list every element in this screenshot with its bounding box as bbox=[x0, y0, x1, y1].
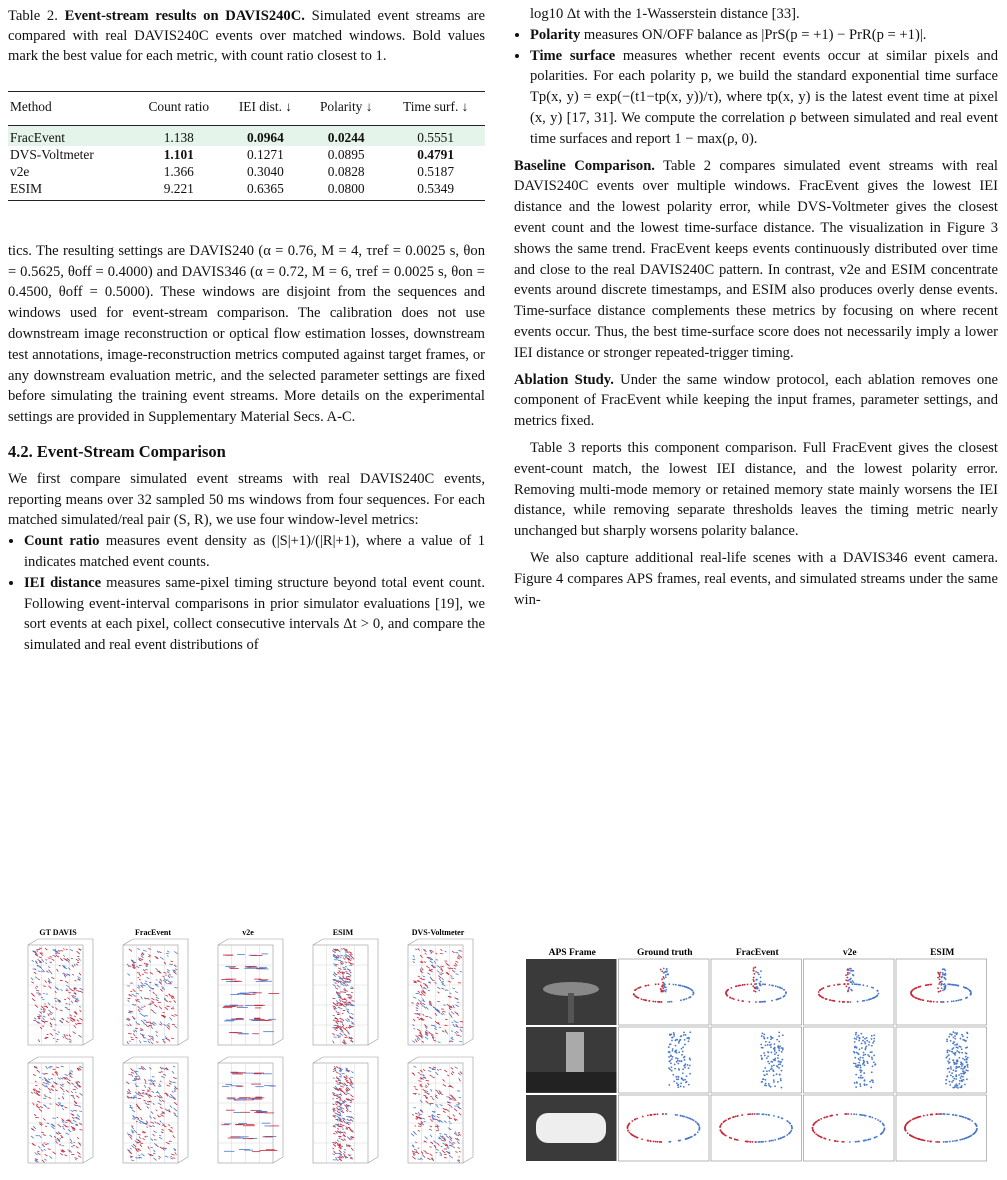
list-item: log10 Δt with the 1-Wasserstein distance [33]. bbox=[530, 6, 800, 22]
paragraph-table3: Table 3 reports this component comparison. Full FracEvent gives the closest event-count match, the lowest IEI distance, and the lowest polarity error. Removing multi-mode memory or retained memory state mainly worsens the IEI distance, while removing separate thresholds leaves the timing metric nearly unchanged but sharply worsens polarity balance. bbox=[514, 439, 998, 540]
figure-column-label: GT DAVIS bbox=[39, 928, 77, 937]
event-panel bbox=[896, 1027, 987, 1093]
metrics-list-cont bbox=[514, 4, 998, 150]
col-timesurf: Time surf. ↓ bbox=[386, 92, 485, 126]
list-item: • Time surface measures whether recent events occur at similar pixels and polarities. For each polarity p, we build the standard exponential time surface Tp(x, y) = exp(−(t1−tp(x, y))/τ), where tp(x, y) is the latest event time at pixel (x, y) [17, 31]. We compute the correlation ρ between simulated and real event time surfaces and report 1 − max(ρ, 0). bbox=[530, 46, 998, 150]
figure-event-cubes bbox=[8, 925, 485, 1175]
event-panel bbox=[711, 959, 802, 1025]
paragraph-ablation: Ablation Study. Under the same window protocol, each ablation removes one component of FracEvent while keeping the input frames, parameter settings, and metrics fixed. bbox=[514, 371, 998, 430]
list-item: • Count ratio measures event density as (|S|+1)/(|R|+1), where a value of 1 indicates matched event counts. bbox=[24, 531, 485, 573]
event-cube bbox=[408, 1057, 473, 1163]
cell-count: 1.101 bbox=[163, 146, 194, 162]
col-polarity: Polarity ↓ bbox=[306, 92, 386, 126]
list-item: • Polarity measures ON/OFF balance as |PrS(p = +1) − PrR(p = +1)|. bbox=[530, 25, 998, 46]
cell-iei: 0.3040 bbox=[246, 163, 284, 179]
col-count: Count ratio bbox=[133, 92, 225, 126]
cell-polarity: 0.0244 bbox=[306, 125, 386, 146]
caption-title: Event-stream results on DAVIS240C. bbox=[64, 8, 305, 24]
event-cube bbox=[123, 1057, 188, 1163]
figure-column-label: Ground truth bbox=[636, 948, 693, 958]
col-method: Method bbox=[8, 92, 133, 126]
table-row bbox=[8, 146, 485, 163]
figure-column-label: FracEvent bbox=[735, 948, 779, 958]
results-table bbox=[8, 91, 485, 201]
cell-timesurf: 0.5187 bbox=[417, 163, 455, 179]
table-row bbox=[8, 163, 485, 180]
paragraph-baseline: Baseline Comparison. Table 2 compares simulated event streams with real DAVIS240C events over multiple windows. FracEvent gives the lowest IEI distance and the lowest polarity error, while DVS-Voltmeter gives the closest event count and the lowest time-surface distance. The visualization in Figure 3 shows the same trend. FracEvent keeps events continuously distributed over time and close to the real DAVIS240C pattern. In contrast, v2e and ESIM concentrate events around discrete timestamps, and ESIM also produces overly dense events. Time-surface distance complements these metrics by focusing on where recent events occur. Thus, the best time-surface score does not necessarily imply a lower IEI distance or stronger repeated-trigger timing. bbox=[514, 157, 998, 361]
figure-column-label: ESIM bbox=[332, 928, 354, 937]
right-column bbox=[514, 0, 998, 610]
event-cube bbox=[313, 939, 378, 1045]
cell-timesurf: 0.4791 bbox=[417, 146, 455, 162]
event-cube bbox=[28, 939, 93, 1045]
metrics-list bbox=[8, 531, 485, 656]
cell-polarity: 0.0895 bbox=[327, 146, 365, 162]
event-panel bbox=[804, 1095, 895, 1161]
col-iei: IEI dist. ↓ bbox=[225, 92, 306, 126]
section-title: 4.2. Event-Stream Comparison bbox=[8, 441, 226, 461]
table-header-row bbox=[8, 92, 485, 126]
figure-aps-grid bbox=[524, 945, 1002, 1175]
event-cube bbox=[123, 939, 188, 1045]
figure-column-label: APS Frame bbox=[548, 948, 596, 958]
cell-method: FracEvent bbox=[8, 125, 133, 146]
figure-column-label: ESIM bbox=[930, 948, 955, 958]
cell-method: DVS-Voltmeter bbox=[10, 146, 94, 162]
caption-label: Table 2. bbox=[8, 8, 58, 24]
list-item: • IEI distance measures same-pixel timing structure beyond total event count. Following event-interval comparisons in prior simulator evaluations [19], we sort events at each pixel, collect consecutive intervals Δt > 0, and compare the simulated and real event distributions of bbox=[24, 573, 485, 656]
cell-count: 1.366 bbox=[163, 163, 194, 179]
cell-iei: 0.0964 bbox=[225, 125, 306, 146]
paragraph-settings: tics. The resulting settings are DAVIS240 (α = 0.76, M = 4, τref = 0.0025 s, θon = 0.5625, θoff = 0.4000) and DAVIS346 (α = 0.72, M = 6, τref = 0.0025 s, θon = 0.4500, θoff = 0.5000). These windows are disjoint from the sequences and windows used for event-stream comparison. The calibration does not use downstream image reconstruction or optical flow estimation losses, downstream test annotations, image-reconstruction metrics computed against target frames, or any downstream evaluation metric, and the selected parameter settings are fixed before simulating the training event streams. More details on the experimental settings are provided in Supplementary Material Secs. A-C. bbox=[8, 242, 485, 426]
cell-method: ESIM bbox=[8, 180, 133, 201]
cell-iei: 0.6365 bbox=[225, 180, 306, 201]
table-row bbox=[8, 125, 485, 146]
event-cube bbox=[28, 1057, 93, 1163]
left-column bbox=[8, 0, 485, 656]
cell-count: 9.221 bbox=[133, 180, 225, 201]
cell-polarity: 0.0800 bbox=[306, 180, 386, 201]
event-cubes-svg bbox=[8, 925, 485, 1175]
aps-frame-panel bbox=[526, 959, 617, 1025]
event-cube bbox=[218, 939, 283, 1045]
figure-column-label: v2e bbox=[242, 928, 254, 937]
cell-timesurf: 0.5349 bbox=[386, 180, 485, 201]
event-panel bbox=[711, 1027, 802, 1093]
event-panel bbox=[619, 1095, 710, 1161]
aps-frame-panel bbox=[526, 1027, 617, 1093]
paragraph-intro: We first compare simulated event streams with real DAVIS240C events, reporting means over 32 sampled 50 ms windows from four sequences. For each matched simulated/real pair (S, R), we use four window-level metrics: bbox=[8, 470, 485, 529]
cell-polarity: 0.0828 bbox=[327, 163, 365, 179]
event-cube bbox=[313, 1057, 378, 1163]
figure-column-label: v2e bbox=[842, 948, 857, 958]
event-cube bbox=[408, 939, 473, 1045]
figure-column-label: FracEvent bbox=[135, 928, 171, 937]
aps-frame-panel bbox=[526, 1095, 617, 1161]
caption-text: Simulated event streams are compared with real DAVIS240C events over matched windows. Bold values mark the best value for each metric, with count ratio closest to 1. bbox=[8, 8, 486, 64]
table-caption bbox=[8, 6, 485, 66]
figure-column-label: DVS-Voltmeter bbox=[411, 928, 465, 937]
event-panel bbox=[619, 1027, 710, 1093]
event-panel bbox=[896, 959, 987, 1025]
cell-count: 1.138 bbox=[133, 125, 225, 146]
event-panel bbox=[804, 959, 895, 1025]
event-panel bbox=[896, 1095, 987, 1161]
paragraph-davis346: We also capture additional real-life scenes with a DAVIS346 event camera. Figure 4 compares APS frames, real events, and simulated streams under the same win- bbox=[514, 549, 998, 608]
event-cube bbox=[218, 1057, 283, 1163]
aps-grid-svg bbox=[524, 945, 1002, 1175]
cell-method: v2e bbox=[10, 163, 30, 179]
event-panel bbox=[711, 1095, 802, 1161]
event-panel bbox=[804, 1027, 895, 1093]
cell-iei: 0.1271 bbox=[246, 146, 284, 162]
table-row bbox=[8, 180, 485, 201]
event-panel bbox=[619, 959, 710, 1025]
cell-timesurf: 0.5551 bbox=[386, 125, 485, 146]
